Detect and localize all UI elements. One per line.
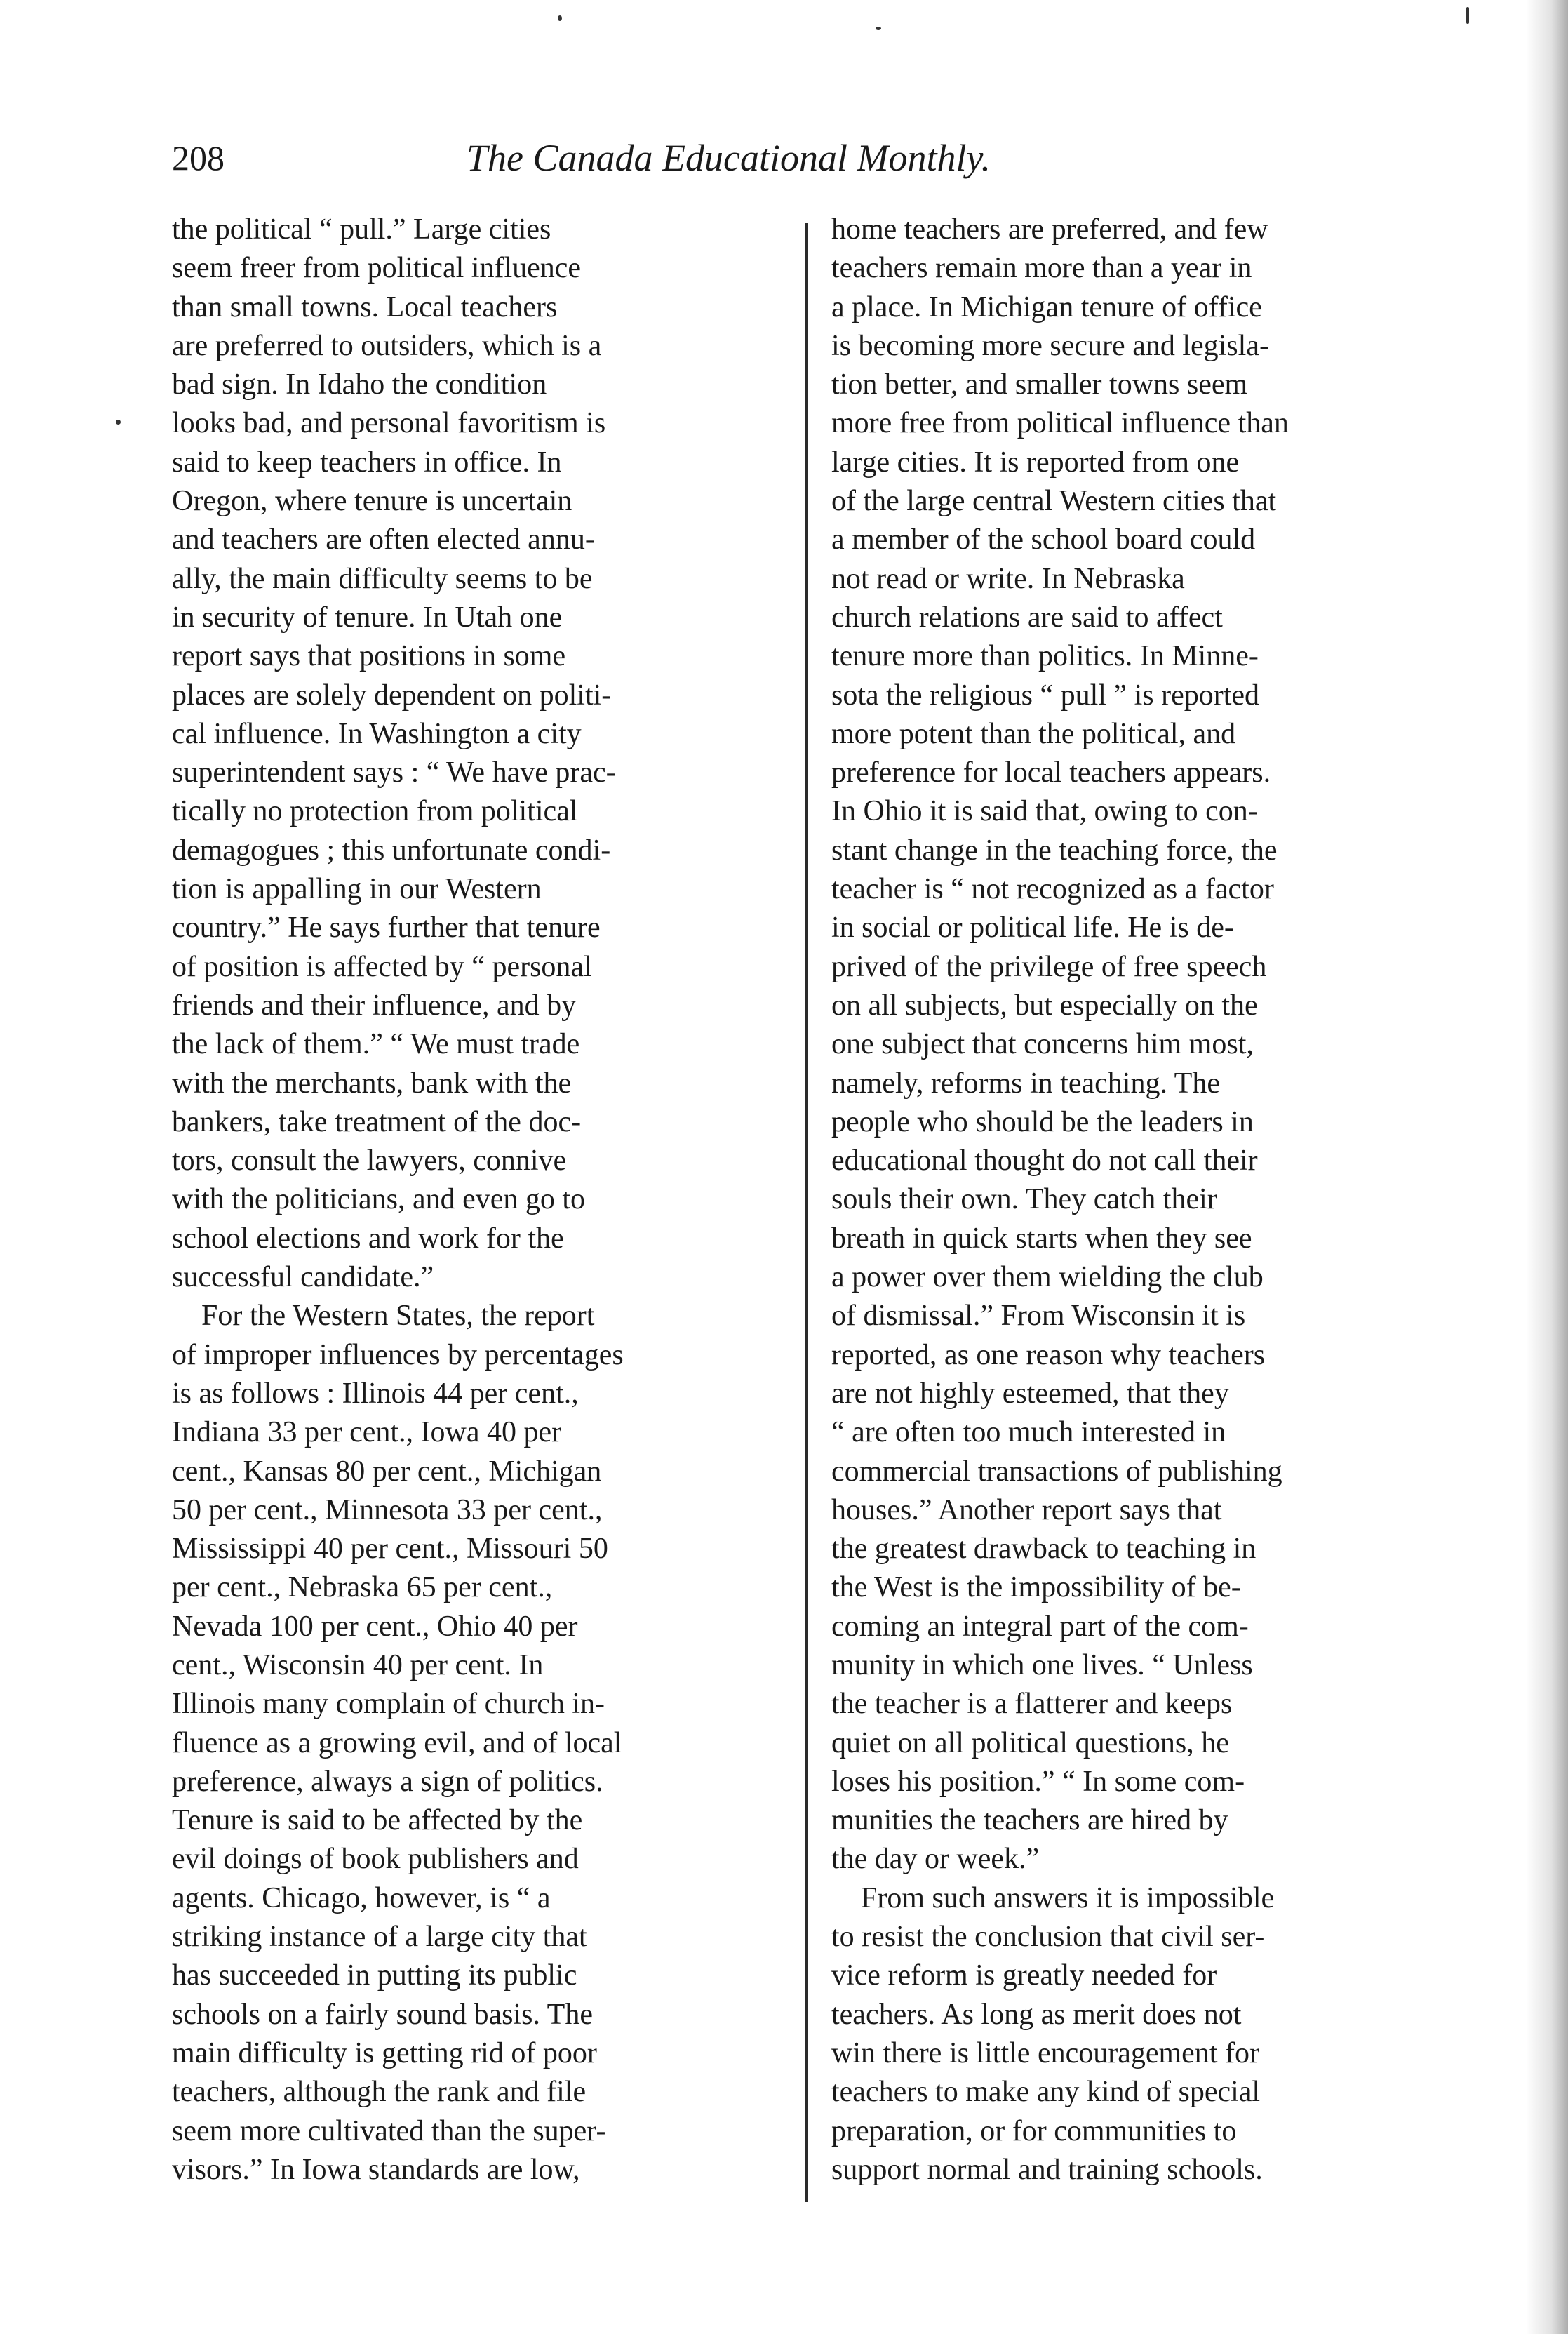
left-column-line: cent., Kansas 80 per cent., Michigan xyxy=(172,1455,602,1488)
left-column-line: successful candidate.” xyxy=(172,1261,434,1294)
right-column-line: the day or week.” xyxy=(831,1843,1040,1876)
right-column-line: of dismissal.” From Wisconsin it is xyxy=(831,1300,1246,1333)
left-column-line: school elections and work for the xyxy=(172,1222,564,1255)
right-column-line: vice reform is greatly needed for xyxy=(831,1959,1217,1992)
right-column-line: preparation, or for communities to xyxy=(831,2114,1237,2147)
left-column xyxy=(172,211,786,2189)
left-column-line: with the merchants, bank with the xyxy=(172,1067,572,1100)
right-column-line: quiet on all political questions, he xyxy=(831,1726,1229,1759)
left-column-line: and teachers are often elected annu- xyxy=(172,524,595,556)
left-column-line: Mississippi 40 per cent., Missouri 50 xyxy=(172,1533,608,1566)
right-column-line: tenure more than politics. In Minne- xyxy=(831,640,1259,673)
left-column-line: has succeeded in putting its public xyxy=(172,1959,577,1992)
right-column-line: to resist the conclusion that civil ser- xyxy=(831,1921,1265,1954)
page-header xyxy=(172,126,1168,189)
right-column-line: in social or political life. He is de- xyxy=(831,912,1234,945)
left-column-line: preference, always a sign of politics. xyxy=(172,1765,603,1798)
left-column-line: Illinois many complain of church in- xyxy=(172,1688,605,1721)
right-column-line: From such answers it is impossible xyxy=(861,1881,1275,1914)
right-column-line: namely, reforms in teaching. The xyxy=(831,1067,1220,1100)
left-column-line: teachers, although the rank and file xyxy=(172,2076,587,2109)
right-column-line: stant change in the teaching force, the xyxy=(831,834,1278,867)
right-column-line: the teacher is a flatterer and keeps xyxy=(831,1688,1233,1721)
page-number: 208 xyxy=(172,138,225,178)
right-column-line: is becoming more secure and legisla- xyxy=(831,329,1269,362)
right-column-line: tion better, and smaller towns seem xyxy=(831,368,1248,401)
right-column-line: reported, as one reason why teachers xyxy=(831,1338,1266,1371)
left-column-line: cal influence. In Washington a city xyxy=(172,717,582,750)
left-column-line: the political “ pull.” Large cities xyxy=(172,213,551,246)
left-column-line: bankers, take treatment of the doc- xyxy=(172,1105,582,1138)
left-column-line: 50 per cent., Minnesota 33 per cent., xyxy=(172,1493,603,1526)
column-divider xyxy=(805,223,808,2202)
left-column-line: bad sign. In Idaho the condition xyxy=(172,368,547,401)
right-column-line: teachers remain more than a year in xyxy=(831,252,1252,285)
left-column-line: striking instance of a large city that xyxy=(172,1921,587,1954)
right-column-line: church relations are said to affect xyxy=(831,601,1223,634)
left-column-line: looks bad, and personal favoritism is xyxy=(172,407,606,440)
left-column-line: cent., Wisconsin 40 per cent. In xyxy=(172,1648,544,1681)
left-column-line: said to keep teachers in office. In xyxy=(172,446,562,479)
left-column-line: main difficulty is getting rid of poor xyxy=(172,2036,597,2069)
left-column-line: Tenure is said to be affected by the xyxy=(172,1804,583,1837)
left-column-line: evil doings of book publishers and xyxy=(172,1843,579,1876)
right-column-line: the greatest drawback to teaching in xyxy=(831,1533,1257,1566)
right-column-line: sota the religious “ pull ” is reported xyxy=(831,679,1260,712)
right-column-line: educational thought do not call their xyxy=(831,1145,1258,1178)
left-column-line: superintendent says : “ We have prac- xyxy=(172,756,616,789)
right-column-line: on all subjects, but especially on the xyxy=(831,989,1258,1022)
right-column-line: teachers. As long as merit does not xyxy=(831,1998,1242,2031)
right-column-line: one subject that concerns him most, xyxy=(831,1028,1254,1061)
right-column-line: more free from political influence than xyxy=(831,407,1289,440)
left-column-line: friends and their influence, and by xyxy=(172,989,577,1022)
right-column-line: of the large central Western cities that xyxy=(831,485,1277,518)
left-column-line: For the Western States, the report xyxy=(201,1300,595,1333)
left-column-line: visors.” In Iowa standards are low, xyxy=(172,2153,580,2186)
right-column-line: a power over them wielding the club xyxy=(831,1261,1264,1294)
left-column-line: are preferred to outsiders, which is a xyxy=(172,329,602,362)
left-column-line: schools on a fairly sound basis. The xyxy=(172,1998,593,2031)
right-column-line: munity in which one lives. “ Unless xyxy=(831,1648,1253,1681)
left-column-line: tion is appalling in our Western xyxy=(172,873,542,906)
right-column-line: home teachers are preferred, and few xyxy=(831,213,1268,246)
left-column-line: the lack of them.” “ We must trade xyxy=(172,1028,580,1061)
right-column-line: a place. In Michigan tenure of office xyxy=(831,291,1262,324)
left-column-line: tically no protection from political xyxy=(172,795,578,828)
right-column-line: win there is little encouragement for xyxy=(831,2036,1259,2069)
right-column-line: preference for local teachers appears. xyxy=(831,756,1271,789)
right-column-line: souls their own. They catch their xyxy=(831,1183,1217,1216)
left-column-line: tors, consult the lawyers, connive xyxy=(172,1145,567,1178)
right-column-line: support normal and training schools. xyxy=(831,2153,1263,2186)
right-column-line: “ are often too much interested in xyxy=(831,1416,1226,1449)
left-column-line: demagogues ; this unfortunate condi- xyxy=(172,834,611,867)
left-column-line: country.” He says further that tenure xyxy=(172,912,601,945)
right-column xyxy=(831,211,1452,2189)
right-column-line: munities the teachers are hired by xyxy=(831,1804,1228,1837)
left-column-line: is as follows : Illinois 44 per cent., xyxy=(172,1377,579,1410)
right-column-line: teacher is “ not recognized as a factor xyxy=(831,873,1274,906)
print-speck xyxy=(876,27,881,30)
left-column-line: seem freer from political influence xyxy=(172,252,582,285)
right-column-line: a member of the school board could xyxy=(831,524,1256,556)
left-column-line: places are solely dependent on politi- xyxy=(172,679,612,712)
left-column-line: Nevada 100 per cent., Ohio 40 per xyxy=(172,1610,578,1643)
right-column-line: commercial transactions of publishing xyxy=(831,1455,1282,1488)
left-column-line: fluence as a growing evil, and of local xyxy=(172,1726,622,1759)
left-column-line: with the politicians, and even go to xyxy=(172,1183,586,1216)
page-edge-shadow xyxy=(1526,0,1568,2334)
left-column-line: than small towns. Local teachers xyxy=(172,291,558,324)
right-column-line: more potent than the political, and xyxy=(831,717,1236,750)
right-column-line: not read or write. In Nebraska xyxy=(831,562,1185,595)
right-column-line: teachers to make any kind of special xyxy=(831,2076,1261,2109)
left-column-line: Oregon, where tenure is uncertain xyxy=(172,485,572,518)
right-column-line: people who should be the leaders in xyxy=(831,1105,1254,1138)
right-column-line: houses.” Another report says that xyxy=(831,1493,1222,1526)
left-column-line: in security of tenure. In Utah one xyxy=(172,601,563,634)
right-column-line: prived of the privilege of free speech xyxy=(831,950,1267,983)
left-column-line: per cent., Nebraska 65 per cent., xyxy=(172,1571,553,1604)
right-column-line: large cities. It is reported from one xyxy=(831,446,1240,479)
right-column-line: loses his position.” “ In some com- xyxy=(831,1765,1245,1798)
left-column-line: agents. Chicago, however, is “ a xyxy=(172,1881,551,1914)
left-column-line: seem more cultivated than the super- xyxy=(172,2114,606,2147)
left-column-line: Indiana 33 per cent., Iowa 40 per xyxy=(172,1416,562,1449)
right-column-line: In Ohio it is said that, owing to con- xyxy=(831,795,1258,828)
right-column-line: breath in quick starts when they see xyxy=(831,1222,1252,1255)
print-speck xyxy=(558,15,562,21)
print-speck xyxy=(116,420,121,425)
right-column-line: the West is the impossibility of be- xyxy=(831,1571,1241,1604)
right-column-line: are not highly esteemed, that they xyxy=(831,1377,1229,1410)
left-column-line: report says that positions in some xyxy=(172,640,566,673)
running-title: The Canada Educational Monthly. xyxy=(467,137,991,179)
right-column-line: coming an integral part of the com- xyxy=(831,1610,1249,1643)
print-speck xyxy=(1466,7,1469,24)
left-column-line: of position is affected by “ personal xyxy=(172,950,592,983)
left-column-line: of improper influences by percentages xyxy=(172,1338,624,1371)
left-column-line: ally, the main difficulty seems to be xyxy=(172,562,593,595)
